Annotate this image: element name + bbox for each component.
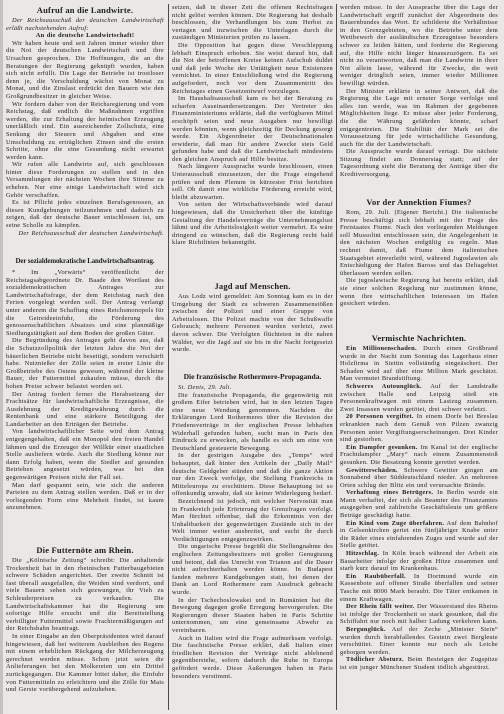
paragraph: Es ist Pflicht jedes einzelnen Berufsgenossen, an diesen Kundgebungen teilzunehmen und dadurch zu zeigen, daß der deutsche Bauer entschlossen ist, um seine Scholle zu kämpfen. <box>6 199 164 230</box>
paragraph: * Im „Vorwärts“ veröffentlicht der Reichstagsabgeordnete Dr. Baade den Wortlaut des sozialdemokratischen Antrages zur Landwirtschaftsfrage, der dem Reichstag nach den Ferien vorgelegt werden soll. Der Antrag verlangt unter anderem die Schaffung eines Reichsmonopols für die Getreideeinfuhr, die Förderung des genossenschaftlichen Absatzes und eine planmäßige Siedlungstätigkeit auf dem Boden der großen Güter. <box>6 269 164 337</box>
paragraph: Im Haushaltsausschuß kam es bei der Beratung zu scharfen Auseinandersetzungen. Der Vertreter des Finanzministeriums erklärte, daß die verfügbaren Mittel erschöpft seien und neue Ausgaben nur bewilligt werden könnten, wenn gleichzeitig für Deckung gesorgt werde. Ein Abgeordneter der Deutschnationalen erwiderte, daß man für andere Zwecke stets Geld gefunden habe und daß die Landwirtschaft mindestens den gleichen Anspruch auf Hilfe besitze. <box>172 95 333 163</box>
news-item-lead: Ein Raubüberfall. <box>346 572 406 580</box>
paragraph: Wir rufen alle Landwirte auf, sich geschlossen hinter diese Forderungen zu stellen und in den Versammlungen der nächsten Wochen ihre Stimme zu erheben. Nur eine einige Landwirtschaft wird sich Gehör verschaffen. <box>6 161 164 199</box>
article-vermischte-nachrichten <box>340 332 498 710</box>
headline-jagd-auf-menschen: Jagd auf Menschen. <box>214 281 291 291</box>
news-item <box>340 467 498 490</box>
paragraph: Auch in Italien wird die Frage aufmerksam verfolgt. Die faschistische Presse erklärt, daß Italien einer friedlichen Revision der Verträge nicht ablehnend gegenüberstehe, sofern dadurch die Ruhe in Europa gefördert werde. Diese Äußerungen haben in Paris besonders verstimmt. <box>172 634 333 680</box>
article-futternoete <box>6 544 164 710</box>
news-item-text: Auf der Zeche „Minister Stein“ wurden durch herabfallendes Gestein zwei Bergleute verschüttet. Einer konnte nur noch als Leiche geborgen werden. <box>340 625 498 656</box>
news-item-text: Schwere Gewitter gingen am Sonnabend über Süddeutschland nieder. An mehreren Orten schlug der Blitz ein und verursachte Brände. <box>340 466 498 489</box>
news-item-lead: Ein Millionenschaden. <box>346 345 417 352</box>
news-item-text: In Köln brach während der Arbeit ein Bauarbeiter infolge der großen Hitze zusammen und starb kurz darauf im Krankenhaus. <box>340 550 498 573</box>
news-item-lead: Tödlicher Absturz. <box>346 656 404 664</box>
news-item-lead: Ein Kind vom Zuge überfahren. <box>346 519 445 527</box>
paragraph: Man darf gespannt sein, wie sich die anderen Parteien zu dem Antrag stellen werden. Daß er in der vorliegenden Form eine Mehrheit findet, ist kaum anzunehmen. <box>6 481 164 512</box>
article-intro: Der Reichsausschuß der deutschen Landwirtschaft erläßt nachstehenden Aufruf: <box>6 17 164 32</box>
paragraph: Nach längerer Aussprache wurde beschlossen, einen Unterausschuß einzusetzen, der die Frage eingehend prüfen und dem Plenum in kürzester Frist berichten soll. Ob damit eine wirkliche Förderung erreicht wird, bleibt abzuwarten. <box>172 163 333 201</box>
news-item <box>340 345 498 383</box>
article-continuation-2 <box>340 4 498 194</box>
paragraph: In der gestrigen Ausgabe des „Temps“ wird behauptet, daß hinter den Artikeln der „Daily Mail“ deutsche Geldgeber stünden und daß die ganze Aktion nur den Zweck verfolge, die Stellung Frankreichs in Mitteleuropa zu erschüttern. Diese Behauptung ist so offenkundig unwahr, daß sie keiner Widerlegung bedarf. <box>172 452 333 498</box>
news-item <box>340 489 498 519</box>
news-item-lead: Gewitterschäden. <box>346 466 398 474</box>
news-item-lead: Ein Dampfer gesunken. <box>346 443 418 451</box>
article-signature: Der Reichsausschuß der deutschen Landwirtschaft. <box>18 229 164 237</box>
news-item-lead: Der Rhein fällt weiter. <box>346 603 415 611</box>
headline-landwirtschaftsantrag: Der sozialdemokratische Landwirtschaftsantrag. <box>15 258 155 265</box>
news-item-text: In Berlin wurde ein Mann verhaftet, der sich als Beamter des Finanzamtes ausgegeben und zahlreiche Geschäftsleute um größere Beträge geschädigt hatte. <box>340 489 498 520</box>
paragraph: Die ungarische Presse begrüßt die Stellungnahme des englischen Zeitungsbesitzers mit großer Genugtuung und betont, daß das Unrecht von Trianon auf die Dauer nicht aufrechterhalten werden könne. In Budapest fanden mehrere Kundgebungen statt, bei denen der Dank an Lord Rothermere zum Ausdruck gebracht wurde. <box>172 543 333 597</box>
news-item-lead: Hitzschlag. <box>346 550 380 558</box>
article-rothermere-propaganda <box>172 371 333 710</box>
article-jagd-auf-menschen <box>172 280 333 369</box>
paragraph: Die „Kölnische Zeitung“ schreibt: Die anhaltende Trockenheit hat in den rheinischen Futterbaugebieten schwere Schäden angerichtet. Der zweite Schnitt ist fast überall ausgefallen, die Weiden sind verdorrt, und viele Bauern sehen sich gezwungen, ihr Vieh zu Schleuderpreisen zu verkaufen. Die Landwirtschaftskammer hat die Regierung um sofortige Hilfe ersucht und die Bereitstellung verbilligter Futtermittel sowie Frachtermäßigungen auf der Reichsbahn beantragt. <box>6 557 164 633</box>
news-item-text: In einem Dorfe bei Breslau erkrankten nach dem Genuß von Pilzen zwanzig Personen unter Vergiftungserscheinungen. Drei Kinder sind gestorben. <box>340 413 498 444</box>
headline-futternoete: Die Futternöte am Rhein. <box>36 545 134 555</box>
news-item <box>340 550 498 573</box>
headline-rothermere-propaganda: Die französische Rothermere-Propaganda. <box>183 372 322 381</box>
paragraph: Aus Lodz wird gemeldet: Am Sonntag kam es in der Umgebung der Stadt zu schweren Zusammenstößen zwischen der Polizei und einer Gruppe von Arbeitslosen. Die Polizei machte von der Schußwaffe Gebrauch; mehrere Personen wurden verletzt, zwei davon schwer. Die Verfolgten flüchteten in die nahen Wälder, wo die Jagd auf sie bis in die Nacht fortgesetzt wurde. <box>172 293 333 354</box>
paragraph: Der Minister erklärte in seiner Antwort, daß die Regierung die Lage mit ernster Sorge verfolge und alles tun werde, was im Rahmen der gegebenen Möglichkeiten liege. Er müsse aber jeder Forderung, die die Währung gefährden könnte, scharf entgegentreten. Die Stabilität der Mark sei die Voraussetzung für jede wirtschaftliche Gesundung, auch für die der Landwirtschaft. <box>340 87 498 148</box>
headline-fiume: Vor der Annektion Fiumes? <box>366 197 472 207</box>
article-landwirtschaftsantrag <box>6 256 164 542</box>
column-rule-2 <box>336 4 337 710</box>
news-item <box>340 413 498 443</box>
paragraph: setzen, daß in dieser Zeit die offenen Rechtsfragen nicht gelöst werden können. Die Regierung hat deshalb beschlossen, die Verhandlungen bis zum Herbst zu vertagen und inzwischen die Unterlagen durch die zuständigen Ministerien prüfen zu lassen. <box>172 4 333 42</box>
news-item <box>340 383 498 413</box>
news-item <box>340 656 498 671</box>
article-salutation: An die deutsche Landwirtschaft! <box>35 32 135 40</box>
paragraph: Der Antrag fordert ferner die Herabsetzung der Frachtsätze für landwirtschaftliche Erzeugnisse, die Ausdehnung der Kreditgewährung durch die Rentenbank und eine stärkere Beteiligung der Landarbeiter an den Erträgen der Betriebe. <box>6 390 164 428</box>
news-item-text: Auf der Landstraße zwischen Halle und Leipzig stieß ein Personenkraftwagen mit einem Lastzug zusammen. Zwei Insassen wurden getötet, drei schwer verletzt. <box>340 382 498 413</box>
paragraph: Wir fordern daher von der Reichsregierung und vom Reichstag, daß endlich die Maßnahmen ergriffen werden, die zur Erhaltung der heimischen Erzeugung unerläßlich sind. Ein ausreichender Zollschutz, eine Senkung der Steuern und Abgaben und eine Umschuldung zu erträglichen Zinsen sind die ersten Schritte, ohne die eine Gesundung nicht erwartet werden kann. <box>6 100 164 161</box>
news-item-text: Durch einen Großbrand wurde in der Nacht zum Sonntag das Lagerhaus einer Holzfirma in Stettin vollständig eingeäschert. Der Schaden wird auf über eine Million Mark geschätzt. Man vermutet Brandstiftung. <box>340 345 498 383</box>
article-continuation <box>172 4 333 278</box>
headline-vermischte-nachrichten: Vermischte Nachrichten. <box>371 333 467 343</box>
news-item-text: Auf dem Bahnhof in Gelsenkirchen geriet ein fünfjähriger Knabe unter die Räder eines einfahrenden Zuges und wurde auf der Stelle getötet. <box>340 519 498 550</box>
paragraph: In einer Eingabe an den Oberpräsidenten wird darauf hingewiesen, daß bei weiterem Ausbleiben des Regens mit einem erheblichen Rückgang der Milcherzeugung gerechnet werden müsse. Schon jetzt seien die Anlieferungen bei den Molkereien um ein Drittel zurückgegangen. Die Kammer bittet daher, die Einfuhr von Futtermitteln zu erleichtern und die Zölle für Mais und Gerste vorübergehend aufzuheben. <box>6 632 164 694</box>
column-rule-1 <box>168 4 169 710</box>
paragraph: Die französische Propaganda, die gegenwärtig mit großem Eifer betrieben wird, hat in den letzten Tagen eine neue Wendung genommen. Nachdem die Erklärungen Lord Rothermeres über die Revision der Friedensverträge in der englischen Presse lebhaften Widerhall gefunden haben, sucht man in Paris den Eindruck zu erwecken, als handle es sich um eine von Deutschland gesteuerte Bewegung. <box>172 391 333 452</box>
news-item <box>340 603 498 626</box>
news-item-text: Beim Besteigen der Zugspitze ist ein junger Münchener Student tödlich abgestürzt. <box>340 656 498 671</box>
paragraph: werden müsse. In der Aussprache über die Lage der Landwirtschaft ergriff zunächst der Abgeordnete des Bauernbundes das Wort. Er schilderte die Verhältnisse in den Grenzgebieten, wo die Betriebe unter dem Wettbewerb der ausländischen Erzeugnisse besonders schwer zu leiden hätten, und forderte die Regierung auf, die Hilfe nicht länger hinauszuzögern. Es sei nicht zu verantworten, daß man die Landwirte in ihrer Not allein lasse, während für Zwecke, die weit weniger dringlich seien, immer wieder Millionen bewilligt würden. <box>340 4 498 87</box>
paragraph: Die Opposition hat gegen diese Verschleppung lebhaft Einspruch erhoben. Sie weist darauf hin, daß die Not der betroffenen Kreise keinen Aufschub duldet und daß jede Woche der Untätigkeit neue Existenzen vernichtet. In einer Entschließung wird die Regierung aufgefordert, noch vor dem Zusammentritt des Reichstages einen Gesetzentwurf vorzulegen. <box>172 41 333 95</box>
paragraph: Die Begründung des Antrages geht davon aus, daß die Schutzzollpolitik der letzten Jahre die Not der bäuerlichen Betriebe nicht beseitigt, sondern verschärft habe. Nutznießer der Zölle seien in erster Linie die Großbetriebe des Ostens gewesen, während der kleine Bauer, der Futtermittel zukaufen müsse, durch die hohen Preise schwer belastet worden sei. <box>6 337 164 390</box>
paragraph: Von seiten der Wirtschaftsverbände wird darauf hingewiesen, daß die Unsicherheit über die künftige Gestaltung der Handelsverträge die Unternehmungslust lähmt und die Arbeitslosigkeit weiter vermehrt. Es wäre dringend zu wünschen, daß die Regierung recht bald klare Richtlinien bekanntgibt. <box>172 201 333 247</box>
headline-aufruf: Aufruf an die Landwirte. <box>36 5 134 15</box>
paragraph: In der Tschechoslowakei und in Rumänien hat die Bewegung dagegen große Erregung hervorgerufen. Die Regierungen dieser Staaten haben in Paris Schritte unternommen, um eine gemeinsame Abwehr zu vereinbaren. <box>172 596 333 634</box>
news-item <box>340 444 498 467</box>
news-item-lead: Verhaftung eines Betrügers. <box>346 489 434 497</box>
paragraph: Die jugoslawische Regierung hat bereits erklärt, daß sie einer solchen Regelung nur zustimmen könne, wenn ihre wirtschaftlichen Interessen im Hafen gesichert würden. <box>340 277 498 308</box>
article-aufruf <box>6 4 164 254</box>
news-item-text: Im Kanal ist der englische Frachtdampfer „Mary“ nach einem Zusammenstoß gesunken. Die Besatzung konnte gerettet werden. <box>340 443 498 466</box>
news-item-lead: Bergunglück. <box>346 625 386 633</box>
article-fiume <box>340 196 498 330</box>
news-item <box>340 520 498 550</box>
paragraph: Die Aussprache wurde darauf vertagt. Die nächste Sitzung findet am Donnerstag statt; auf der Tagesordnung steht die Beratung der Anträge über die Kreditversorgung. <box>340 148 498 179</box>
news-item-text: In Dortmund wurde ein Kassenbote auf offener Straße überfallen und seiner Tasche mit 8000 Mark beraubt. Die Täter entkamen in einem Kraftwagen. <box>340 572 498 603</box>
news-item <box>340 573 498 603</box>
paragraph: Von landwirtschaftlicher Seite wird dem Antrag entgegengehalten, daß ein Monopol den freien Handel lähmen und die Erzeuger der Willkür einer staatlichen Stelle ausliefern würde. Auch die Siedlung könne nur dann Erfolg haben, wenn die Siedler auf gesunden Betrieben angesetzt würden, was bei den gegenwärtigen Preisen nicht der Fall sei. <box>6 428 164 482</box>
news-item-lead: Schweres Autounglück. <box>346 382 422 390</box>
news-item-text: Der Wasserstand des Rheins ist infolge der Trockenheit so stark gesunken, daß die Schiffahrt nur noch mit halber Ladung verkehren kann. <box>340 603 498 626</box>
paragraph: Bezeichnend ist jedoch, mit welcher Nervosität man in Frankreich jede Erörterung der Grenzfragen verfolgt. Man fürchtet offenbar, daß die Erkenntnis von der Unhaltbarkeit der gegenwärtigen Zustände sich in der Welt immer weiter ausbreitet, und sucht ihr durch Verdächtigungen entgegenzuwirken. <box>172 497 333 543</box>
paragraph: Wir haben heute und seit Jahren immer wieder über die Not der deutschen Landwirtschaft und ihre Ursachen gesprochen. Die Hoffnungen, die an die Beratungen der Regierung geknüpft wurden, haben sich nicht erfüllt. Die Lage der Betriebe ist trostloser denn je, die Verschuldung wächst von Monat zu Monat, und die Zinslast erdrückt den Bauern wie den Großgrundbesitzer in gleicher Weise. <box>6 39 164 100</box>
paragraph: Rom, 29. Juli. (Eigener Bericht.) Die italienische Presse beschäftigt sich lebhaft mit der Frage des Freistaates Fiume. Nach den vorliegenden Meldungen soll Mussolini entschlossen sein, die Angelegenheit in den nächsten Wochen endgültig zu regeln. Man rechnet damit, daß Fiume dem italienischen Staatsgebiet einverleibt wird, während Jugoslawien als Entschädigung der Hafen Baross und das Deltagebiet überlassen werden sollen. <box>340 209 498 277</box>
news-item-lead: 20 Personen vergiftet. <box>346 413 414 421</box>
article-dateline: St. Denis, 29. Juli. <box>178 384 232 391</box>
news-item <box>340 626 498 656</box>
